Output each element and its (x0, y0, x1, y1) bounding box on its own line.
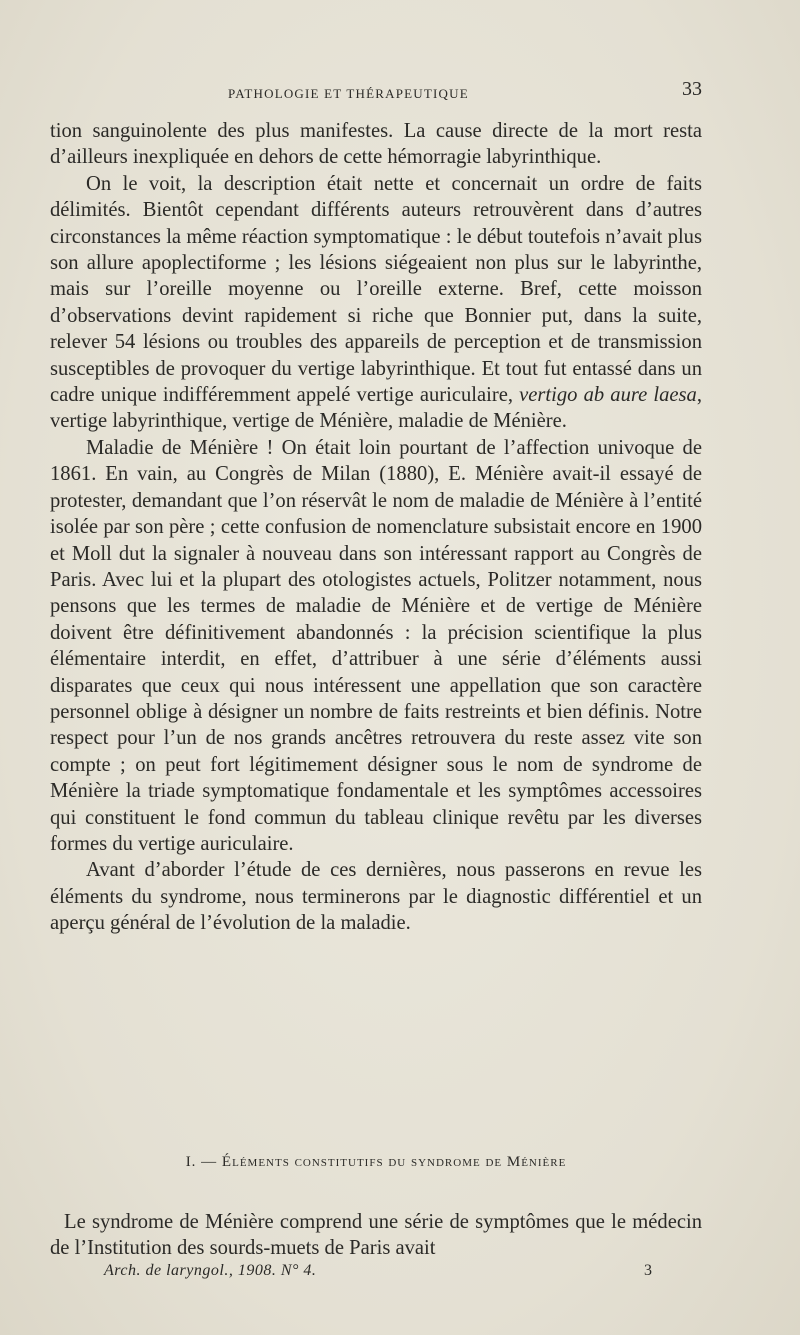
signature-mark: 3 (644, 1262, 652, 1279)
section-paragraph: Le syndrome de Ménière comprend une série de symptômes que le médecin de l’Institution des sourds-muets de Paris avait (50, 1211, 702, 1260)
paragraph-2-text-after: , vertige labyrinthique, vertige de Ménière, maladie de Ménière. (50, 384, 702, 433)
footer-citation: Arch. de laryngol., 1908. N° 4. (104, 1262, 317, 1279)
paragraph-4: Avant d’aborder l’étude de ces dernières, nous passerons en revue les éléments du syndrome, nous terminerons par le diagnostic différentiel et un aperçu général de l’évolution de la maladie. (50, 859, 702, 935)
latin-phrase: vertigo ab aure laesa (519, 384, 697, 407)
body-text (50, 118, 702, 937)
running-title: PATHOLOGIE ET THÉRAPEUTIQUE (228, 86, 469, 101)
page-footer (104, 1262, 652, 1284)
page-header (50, 78, 702, 104)
paragraph-2 (50, 171, 702, 435)
paragraph-2-text: On le voit, la description était nette et concernait un ordre de faits délimités. Bientôt cependant différents auteurs retrouvèrent dans d’autres circonstances la même réaction symptomatique : le début toutefois n’avait plus son allure apoplectiforme ; les lésions siégeaient non plus sur le labyrinthe, mais sur l’oreille moyenne ou l’oreille externe. Bref, cette moisson d’observations devint rapidement si riche que Bonnier put, dans la suite, relever 54 lésions ou troubles des appareils de perception et de transmission susceptibles de provoquer du vertige labyrinthique. Et tout fut entassé dans un cadre unique indifféremment appelé vertige auriculaire, (50, 172, 702, 407)
section-heading: I. — Éléments constitutifs du syndrome de Ménière (185, 1154, 567, 1170)
paragraph-3: Maladie de Ménière ! On était loin pourtant de l’affection univoque de 1861. En vain, au Congrès de Milan (1880), E. Ménière avait-il essayé de protester, demandant que l’on réservât le nom de maladie de Ménière à l’entité isolée par son père ; cette confusion de nomenclature subsistait encore en 1900 et Moll dut la signaler à nouveau dans son intéressant rapport au Congrès de Paris. Avec lui et la plupart des otologistes actuels, Politzer notamment, nous pensons que les termes de maladie de Ménière et de vertige de Ménière doivent être définitivement abandonnés : la précision scientifique la plus élémentaire interdit, en effet, d’attribuer à une série d’éléments aussi disparates que ceux qui nous intéressent une appellation que son caractère personnel oblige à désigner un nombre de faits restreints et bien définis. Notre respect pour l’un de nos grands ancêtres retrouvera du reste assez vite son compte ; on peut fort légitimement désigner sous le nom de syndrome de Ménière la triade symptomatique fondamentale et les symptômes accessoires qui constituent le fond commun du tableau clinique revêtu par les diverses formes du vertige auriculaire. (50, 436, 702, 855)
paragraph-1: tion sanguinolente des plus manifestes. La cause directe de la mort resta d’ailleurs inexpliquée en dehors de cette hémorragie labyrinthique. (50, 120, 702, 169)
page-number: 33 (682, 78, 702, 100)
